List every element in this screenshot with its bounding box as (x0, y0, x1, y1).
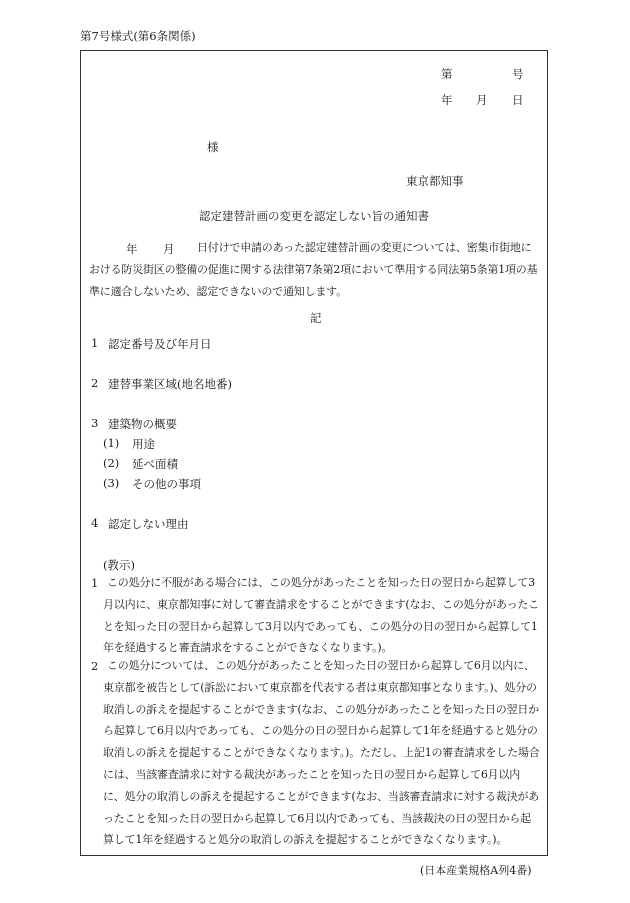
form-number: 第7号様式(第6条関係) (80, 29, 196, 43)
notice-paragraph: この処分については、この処分があったことを知った日の翌日から起算して6月以内に、東京都を被告として(訴訟において東京都を代表する者は東京都知事となります。)、処分の取消しの訴えを提起することができます(なお、この処分があったことを知った日の翌日から起算して6月以内であっても、この処分の日の翌日から起算して1年を経過すると処分の取消しの訴えを提起することができなくなります。)。ただし、上記1の審査請求をした場合には、当該審査請求に対する裁決があったことを知った日の翌日から起算して6月以内に、処分の取消しの訴えを提起することができます(なお、当該審査請求に対する裁決があったことを知った日の翌日から起算して6月以内であっても、当該裁決の日の翌日から起算して1年を経過すると処分の取消しの訴えを提起することができなくなります。)。 (103, 659, 540, 847)
sub-item-number: (3) (103, 476, 120, 490)
notice-paragraph-number: 2 (91, 659, 99, 673)
sender-name: 東京都知事 (406, 174, 464, 188)
sub-item-label: その他の事項 (132, 477, 201, 491)
item-label: 建築物の概要 (108, 417, 177, 431)
body-date-year: 年 (126, 242, 138, 256)
sub-item-label: 用途 (132, 437, 155, 451)
date-month-label: 月 (476, 93, 488, 107)
notice-paragraph-number: 1 (91, 576, 99, 590)
item-number: 3 (91, 416, 99, 430)
sub-item-label: 延べ面積 (132, 457, 178, 471)
ki-marker: 記 (310, 311, 322, 325)
sub-item-number: (1) (103, 436, 120, 450)
recipient-honorific: 様 (207, 140, 219, 154)
item-label: 認定しない理由 (108, 517, 189, 531)
item-number: 4 (91, 516, 99, 530)
number-prefix: 第 (441, 67, 453, 81)
date-day-label: 日 (512, 93, 524, 107)
item-label: 建替事業区域(地名地番) (108, 377, 232, 391)
sub-item-number: (2) (103, 456, 120, 470)
item-label: 認定番号及び年月日 (108, 337, 212, 351)
document-title: 認定建替計画の変更を認定しない旨の通知書 (199, 209, 429, 223)
body-date-month: 月 (163, 242, 175, 256)
paper-size-note: (日本産業規格A列4番) (420, 864, 532, 877)
notice-heading: (教示) (103, 558, 135, 572)
notice-paragraph: この処分に不服がある場合には、この処分があったことを知った日の翌日から起算して3月以内に、東京都知事に対して審査請求をすることができます(なお、この処分があったことを知った日の翌日から起算して3月以内であっても、この処分の日の翌日から起算して1年を経過すると審査請求をすることができなくなります。)。 (103, 576, 539, 655)
date-year-label: 年 (441, 93, 453, 107)
item-number: 1 (91, 336, 99, 350)
body-text: 日付けで申請のあった認定建替計画の変更については、密集市街地における防災街区の整備の促進に関する法律第7条第2項において準用する同法第5条第1項の基準に適合しないため、認定できないので通知します。 (89, 241, 538, 298)
number-suffix: 号 (512, 67, 524, 81)
item-number: 2 (91, 376, 99, 390)
